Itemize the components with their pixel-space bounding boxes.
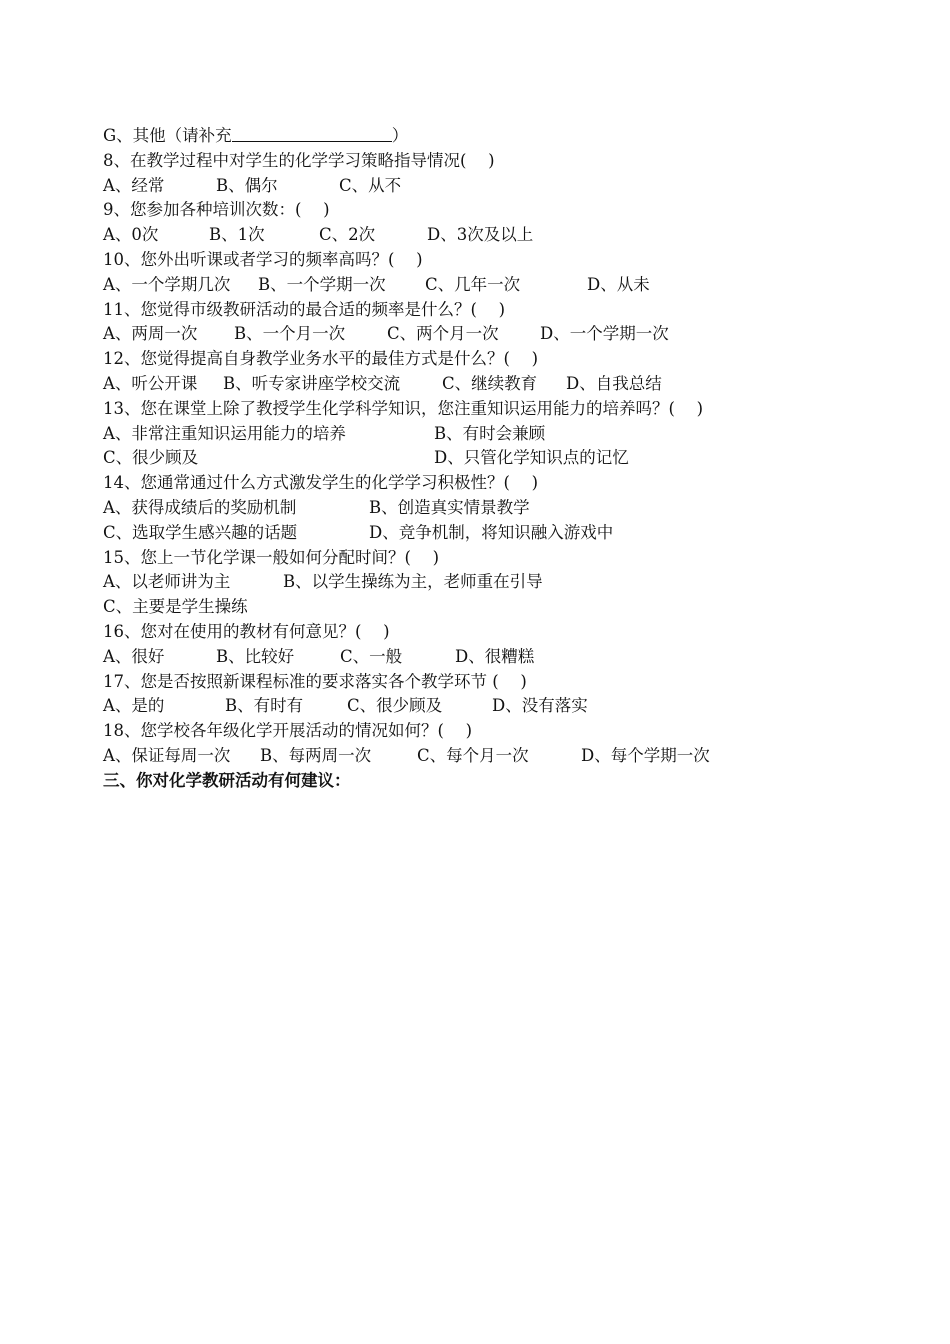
- question-15: 15、您上一节化学课一般如何分配时间？( ): [103, 547, 440, 567]
- options-18: [103, 744, 863, 769]
- option-10d[interactable]: D、从未: [587, 274, 650, 294]
- option-13d[interactable]: D、只管化学知识点的记忆: [434, 448, 629, 468]
- option-15b[interactable]: B、以学生操练为主，老师重在引导: [283, 572, 543, 592]
- option-14a[interactable]: A、获得成绩后的奖励机制: [103, 497, 297, 517]
- options-10: [103, 273, 863, 298]
- options-15-row2: [103, 595, 863, 620]
- option-8b[interactable]: B、偶尔: [216, 175, 278, 195]
- option-9a[interactable]: A、0次: [103, 225, 159, 245]
- option-17d[interactable]: D、没有落实: [492, 696, 588, 716]
- question-14: 14、您通常通过什么方式激发学生的化学学习积极性？( ): [103, 473, 539, 493]
- option-11b[interactable]: B、一个月一次: [234, 324, 346, 344]
- option-11c[interactable]: C、两个月一次: [387, 324, 499, 344]
- option-12b[interactable]: B、听专家讲座学校交流: [223, 373, 401, 393]
- options-12: [103, 372, 863, 397]
- option-15a[interactable]: A、以老师讲为主: [103, 572, 231, 592]
- questionnaire-page: [103, 124, 863, 794]
- option-12a[interactable]: A、听公开课: [103, 373, 198, 393]
- option-18a[interactable]: A、保证每周一次: [103, 745, 231, 765]
- option-17a[interactable]: A、是的: [103, 696, 165, 716]
- option-9d[interactable]: D、3次及以上: [427, 225, 534, 245]
- option-16c[interactable]: C、一般: [340, 646, 403, 666]
- options-11: [103, 322, 863, 347]
- option-14b[interactable]: B、创造真实情景教学: [369, 497, 530, 517]
- question-9: 9、您参加各种培训次数：( ): [103, 200, 330, 220]
- option-14c[interactable]: C、选取学生感兴趣的话题: [103, 522, 298, 542]
- option-11d[interactable]: D、一个学期一次: [540, 324, 669, 344]
- options-15-row1: [103, 570, 863, 595]
- options-13-row2: [103, 446, 863, 471]
- question-18: 18、您学校各年级化学开展活动的情况如何？( ): [103, 721, 473, 741]
- question-12: 12、您觉得提高自身教学业务水平的最佳方式是什么？( ): [103, 349, 539, 369]
- option-18d[interactable]: D、每个学期一次: [581, 745, 710, 765]
- options-13-row1: [103, 422, 863, 447]
- options-14-row2: [103, 521, 863, 546]
- option-10a[interactable]: A、一个学期几次: [103, 274, 231, 294]
- options-14-row1: [103, 496, 863, 521]
- option-g-line: [103, 124, 863, 149]
- option-18b[interactable]: B、每两周一次: [260, 745, 372, 765]
- option-17b[interactable]: B、有时有: [225, 696, 304, 716]
- question-8: 8、在教学过程中对学生的化学学习策略指导情况( ): [103, 150, 495, 170]
- option-10b[interactable]: B、一个学期一次: [258, 274, 386, 294]
- option-16a[interactable]: A、很好: [103, 646, 165, 666]
- option-13b[interactable]: B、有时会兼顾: [434, 423, 546, 443]
- option-10c[interactable]: C、几年一次: [425, 274, 521, 294]
- option-17c[interactable]: C、很少顾及: [347, 696, 443, 716]
- option-g-text: G、其他（请补充: [103, 126, 232, 145]
- question-10: 10、您外出听课或者学习的频率高吗？( ): [103, 249, 423, 269]
- option-14d[interactable]: D、竞争机制，将知识融入游戏中: [369, 522, 614, 542]
- options-16: [103, 645, 863, 670]
- option-12d[interactable]: D、自我总结: [566, 373, 662, 393]
- option-g-close: ）: [391, 126, 409, 145]
- option-16b[interactable]: B、比较好: [216, 646, 295, 666]
- fill-in-blank[interactable]: [232, 124, 392, 142]
- question-17: 17、您是否按照新课程标准的要求落实各个教学环节 ( ): [103, 671, 527, 691]
- option-12c[interactable]: C、继续教育: [442, 373, 538, 393]
- option-13c[interactable]: C、很少顾及: [103, 448, 199, 468]
- option-13a[interactable]: A、非常注重知识运用能力的培养: [103, 423, 346, 443]
- section-3-title: 三、你对化学教研活动有何建议：: [103, 770, 351, 790]
- options-17: [103, 694, 863, 719]
- option-8a[interactable]: A、经常: [103, 175, 165, 195]
- option-16d[interactable]: D、很糟糕: [455, 646, 535, 666]
- question-13: 13、您在课堂上除了教授学生化学科学知识，您注重知识运用能力的培养吗？( ): [103, 398, 704, 418]
- options-9: [103, 223, 863, 248]
- option-18c[interactable]: C、每个月一次: [417, 745, 529, 765]
- option-15c[interactable]: C、主要是学生操练: [103, 597, 248, 617]
- option-9c[interactable]: C、2次: [319, 225, 376, 245]
- option-8c[interactable]: C、从不: [339, 175, 402, 195]
- question-16: 16、您对在使用的教材有何意见？( ): [103, 621, 390, 641]
- option-9b[interactable]: B、1次: [209, 225, 265, 245]
- options-8: [103, 174, 863, 199]
- question-11: 11、您觉得市级教研活动的最合适的频率是什么？( ): [103, 299, 506, 319]
- option-11a[interactable]: A、两周一次: [103, 324, 198, 344]
